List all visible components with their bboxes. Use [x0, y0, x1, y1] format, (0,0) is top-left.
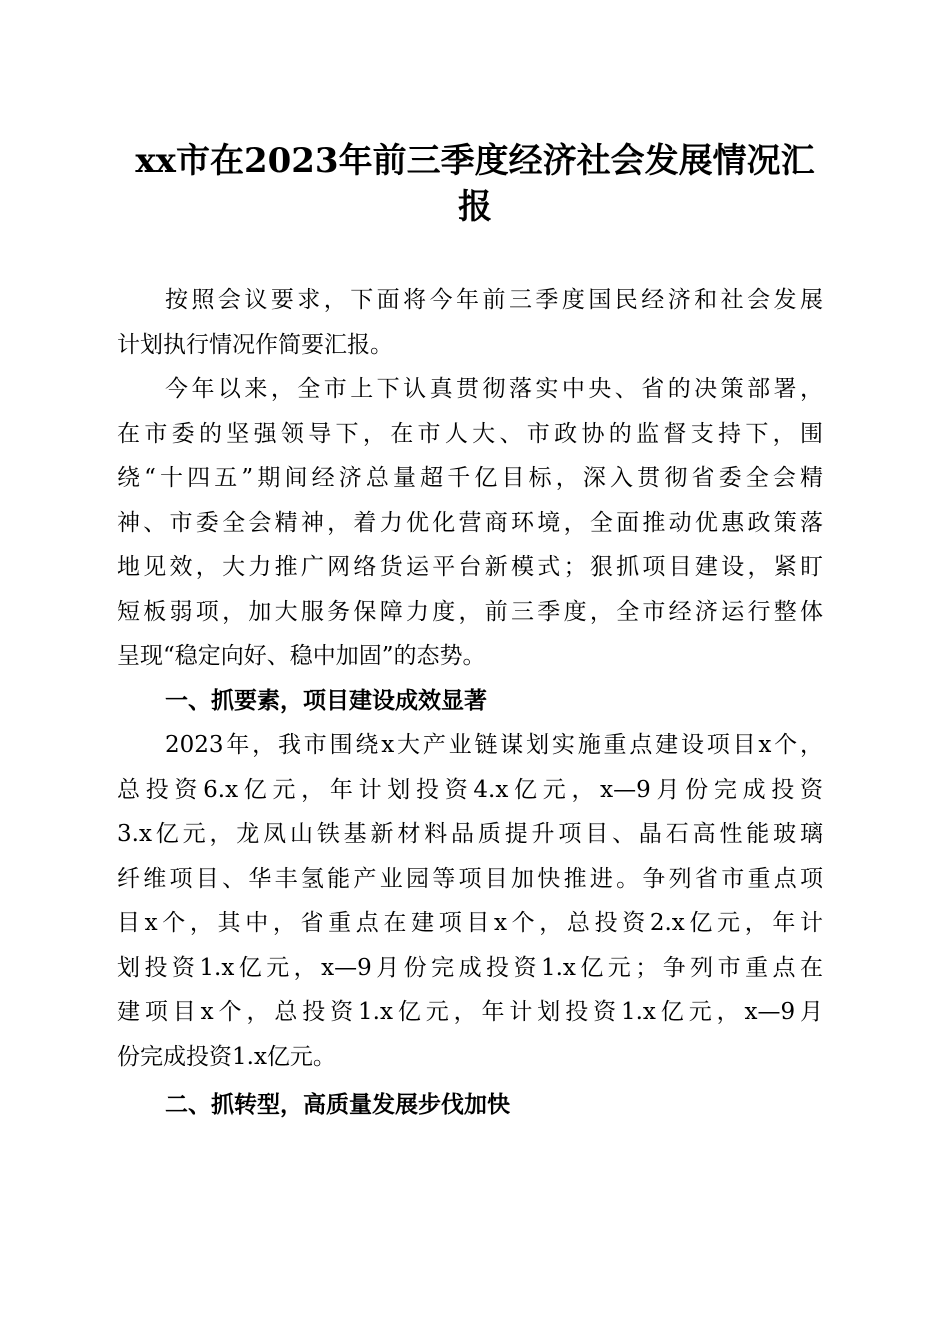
paragraph-intro — [117, 278, 823, 367]
text-line: 划投资1.x亿元，x—9月份完成投资1.x亿元；争列市重点在 — [117, 954, 823, 981]
text-line: 短板弱项，加大服务保障力度，前三季度，全市经济运行整体 — [117, 598, 823, 625]
paragraph-overview — [117, 367, 823, 679]
text-line: 份完成投资1.x亿元。 — [117, 1043, 336, 1070]
title-line-2: 报 — [458, 187, 492, 227]
text-line: 在市委的坚强领导下，在市人大、市政协的监督支持下，围 — [117, 420, 823, 447]
section-heading-1: 一、抓要素，项目建设成效显著 — [165, 687, 487, 714]
text-line: 地见效，大力推广网络货运平台新模式；狠抓项目建设，紧盯 — [117, 554, 823, 580]
text-line: 目x个，其中，省重点在建项目x个，总投资2.x亿元，年计 — [117, 910, 823, 936]
text-line: 2023年，我市围绕x大产业链谋划实施重点建设项目x个， — [165, 732, 823, 758]
text-line: 今年以来，全市上下认真贯彻落实中央、省的决策部署， — [165, 376, 823, 402]
text-line: 神、市委全会精神，着力优化营商环境，全面推动优惠政策落 — [117, 509, 823, 536]
text-line: 计划执行情况作简要汇报。 — [117, 331, 393, 358]
section-heading-2: 二、抓转型，高质量发展步伐加快 — [165, 1092, 510, 1118]
document-body — [117, 278, 823, 1128]
text-line: 呈现“稳定向好、稳中加固”的态势。 — [117, 643, 486, 669]
title-line-1: xx市在2023年前三季度经济社会发展情况汇 — [135, 141, 815, 181]
text-line: 建项目x个，总投资1.x亿元，年计划投资1.x亿元，x—9月 — [117, 999, 823, 1025]
text-line: 总投资6.x亿元，年计划投资4.x亿元，x—9月份完成投资 — [117, 776, 823, 803]
text-line: 绕“十四五”期间经济总量超千亿目标，深入贯彻省委全会精 — [117, 465, 823, 491]
text-line: 纤维项目、华丰氢能产业园等项目加快推进。争列省市重点项 — [117, 865, 823, 892]
text-line: 按照会议要求，下面将今年前三季度国民经济和社会发展 — [165, 287, 823, 313]
paragraph-section-1 — [117, 723, 823, 1079]
text-line: 3.x亿元，龙凤山铁基新材料品质提升项目、晶石高性能玻璃 — [117, 821, 823, 847]
document-title — [100, 138, 850, 230]
